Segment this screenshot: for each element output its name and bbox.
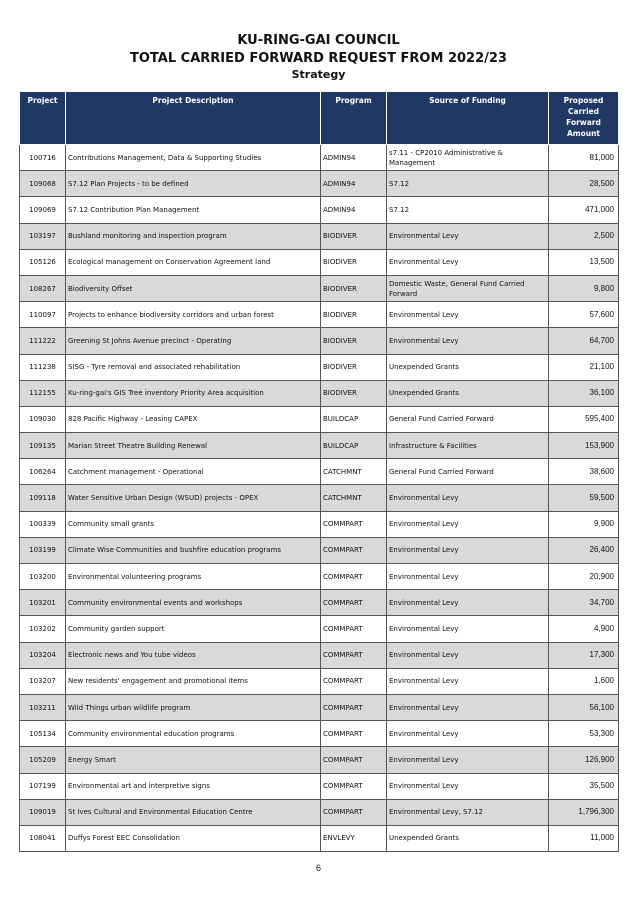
project-description-cell: Ecological management on Conservation Agreement land (66, 249, 321, 275)
project-description-cell: Ku-ring-gai's GIS Tree inventory Priority Area acquisition (66, 380, 321, 406)
funding-source-cell: s7.11 - CP2010 Administrative & Management (387, 145, 549, 171)
project-description-cell: Energy Smart (66, 747, 321, 773)
program-cell: COMMPART (321, 564, 387, 590)
funding-source-cell: Environmental Levy (387, 302, 549, 328)
table-row (20, 642, 619, 668)
project-code-cell: 105126 (20, 249, 66, 275)
program-cell: BIODIVER (321, 380, 387, 406)
project-code-cell: 103202 (20, 616, 66, 642)
amount-cell: 21,100 (549, 354, 619, 380)
project-description-cell: Contributions Management, Data & Supporting Studies (66, 145, 321, 171)
amount-cell: 38,600 (549, 459, 619, 485)
project-description-cell: St Ives Cultural and Environmental Education Centre (66, 799, 321, 825)
program-cell: CATCHMNT (321, 459, 387, 485)
funding-source-cell: Environmental Levy (387, 564, 549, 590)
funding-source-cell: Unexpended Grants (387, 380, 549, 406)
carried-forward-table (19, 91, 619, 852)
table-row (20, 694, 619, 720)
column-header-amount: Proposed Carried Forward Amount (549, 92, 619, 145)
project-code-cell: 109030 (20, 406, 66, 432)
program-cell: ENVLEVY (321, 825, 387, 851)
table-row (20, 197, 619, 223)
column-header-program: Program (321, 92, 387, 145)
project-description-cell: Community environmental events and workshops (66, 590, 321, 616)
program-cell: BIODIVER (321, 223, 387, 249)
program-cell: COMMPART (321, 511, 387, 537)
project-code-cell: 103204 (20, 642, 66, 668)
funding-source-cell: Environmental Levy (387, 328, 549, 354)
amount-cell: 153,900 (549, 433, 619, 459)
amount-cell: 20,900 (549, 564, 619, 590)
project-description-cell: Water Sensitive Urban Design (WSUD) projects - OPEX (66, 485, 321, 511)
amount-cell: 53,300 (549, 721, 619, 747)
project-code-cell: 106264 (20, 459, 66, 485)
funding-source-cell: Environmental Levy (387, 537, 549, 563)
page-number: 6 (315, 863, 321, 873)
amount-cell: 9,800 (549, 275, 619, 301)
project-description-cell: Community environmental education programs (66, 721, 321, 747)
project-description-cell: Community small grants (66, 511, 321, 537)
project-description-cell: S7.12 Plan Projects - to be defined (66, 171, 321, 197)
funding-source-cell: Environmental Levy (387, 223, 549, 249)
project-description-cell: Climate Wise Communities and bushfire education programs (66, 537, 321, 563)
funding-source-cell: Environmental Levy (387, 642, 549, 668)
program-cell: BIODIVER (321, 328, 387, 354)
amount-cell: 28,500 (549, 171, 619, 197)
column-header-funding: Source of Funding (387, 92, 549, 145)
funding-source-cell: Unexpended Grants (387, 354, 549, 380)
project-description-cell: S7.12 Contribution Plan Management (66, 197, 321, 223)
project-description-cell: Biodiversity Offset (66, 275, 321, 301)
program-cell: COMMPART (321, 668, 387, 694)
table-row (20, 773, 619, 799)
amount-cell: 2,500 (549, 223, 619, 249)
project-code-cell: 100716 (20, 145, 66, 171)
project-code-cell: 111238 (20, 354, 66, 380)
table-header-row (20, 92, 619, 145)
program-cell: BUILDCAP (321, 406, 387, 432)
funding-source-cell: Environmental Levy (387, 668, 549, 694)
table-row (20, 302, 619, 328)
funding-source-cell: S7.12 (387, 197, 549, 223)
program-cell: BIODIVER (321, 302, 387, 328)
table-row (20, 590, 619, 616)
table-row (20, 485, 619, 511)
program-cell: BUILDCAP (321, 433, 387, 459)
table-row (20, 564, 619, 590)
report-section: Strategy (291, 68, 346, 81)
table-row (20, 459, 619, 485)
table-row (20, 275, 619, 301)
table-row (20, 433, 619, 459)
project-code-cell: 109068 (20, 171, 66, 197)
table-row (20, 171, 619, 197)
funding-source-cell: Domestic Waste, General Fund Carried Forward (387, 275, 549, 301)
project-description-cell: 828 Pacific Highway - Leasing CAPEX (66, 406, 321, 432)
funding-source-cell: Environmental Levy, S7.12 (387, 799, 549, 825)
table-row (20, 537, 619, 563)
funding-source-cell: General Fund Carried Forward (387, 459, 549, 485)
program-cell: COMMPART (321, 537, 387, 563)
funding-source-cell: Environmental Levy (387, 747, 549, 773)
program-cell: CATCHMNT (321, 485, 387, 511)
funding-source-cell: General Fund Carried Forward (387, 406, 549, 432)
amount-cell: 59,500 (549, 485, 619, 511)
project-code-cell: 103211 (20, 694, 66, 720)
table-row (20, 249, 619, 275)
table-row (20, 825, 619, 851)
program-cell: COMMPART (321, 747, 387, 773)
table-row (20, 799, 619, 825)
amount-cell: 81,000 (549, 145, 619, 171)
project-code-cell: 103207 (20, 668, 66, 694)
table-row (20, 354, 619, 380)
funding-source-cell: Unexpended Grants (387, 825, 549, 851)
project-code-cell: 103197 (20, 223, 66, 249)
amount-cell: 471,000 (549, 197, 619, 223)
table-row (20, 406, 619, 432)
funding-source-cell: Environmental Levy (387, 694, 549, 720)
amount-cell: 26,400 (549, 537, 619, 563)
project-description-cell: Electronic news and You tube videos (66, 642, 321, 668)
program-cell: BIODIVER (321, 354, 387, 380)
funding-source-cell: S7.12 (387, 171, 549, 197)
funding-source-cell: Environmental Levy (387, 511, 549, 537)
project-code-cell: 100339 (20, 511, 66, 537)
project-code-cell: 110097 (20, 302, 66, 328)
funding-source-cell: Environmental Levy (387, 249, 549, 275)
amount-cell: 126,900 (549, 747, 619, 773)
project-code-cell: 103201 (20, 590, 66, 616)
amount-cell: 57,600 (549, 302, 619, 328)
funding-source-cell: Infrastructure & Facilities (387, 433, 549, 459)
table-row (20, 747, 619, 773)
project-code-cell: 108267 (20, 275, 66, 301)
project-description-cell: SISG - Tyre removal and associated rehabilitation (66, 354, 321, 380)
project-description-cell: Catchment management - Operational (66, 459, 321, 485)
program-cell: ADMIN94 (321, 197, 387, 223)
project-description-cell: Marian Street Theatre Building Renewal (66, 433, 321, 459)
table-row (20, 223, 619, 249)
project-description-cell: Community garden support (66, 616, 321, 642)
program-cell: COMMPART (321, 721, 387, 747)
funding-source-cell: Environmental Levy (387, 721, 549, 747)
program-cell: BIODIVER (321, 275, 387, 301)
project-description-cell: Duffys Forest EEC Consolidation (66, 825, 321, 851)
program-cell: COMMPART (321, 642, 387, 668)
project-code-cell: 105209 (20, 747, 66, 773)
project-code-cell: 109135 (20, 433, 66, 459)
project-description-cell: Environmental volunteering programs (66, 564, 321, 590)
project-code-cell: 111222 (20, 328, 66, 354)
program-cell: COMMPART (321, 694, 387, 720)
program-cell: BIODIVER (321, 249, 387, 275)
project-description-cell: Bushland monitoring and inspection program (66, 223, 321, 249)
amount-cell: 11,000 (549, 825, 619, 851)
project-description-cell: New residents' engagement and promotional items (66, 668, 321, 694)
amount-cell: 4,900 (549, 616, 619, 642)
amount-cell: 13,500 (549, 249, 619, 275)
report-subtitle: TOTAL CARRIED FORWARD REQUEST FROM 2022/23 (130, 51, 507, 66)
table-row (20, 616, 619, 642)
project-code-cell: 107199 (20, 773, 66, 799)
amount-cell: 34,700 (549, 590, 619, 616)
report-title: KU-RING-GAI COUNCIL (237, 33, 400, 48)
table-row (20, 511, 619, 537)
project-code-cell: 105134 (20, 721, 66, 747)
column-header-description: Project Description (66, 92, 321, 145)
project-description-cell: Projects to enhance biodiversity corridors and urban forest (66, 302, 321, 328)
amount-cell: 17,300 (549, 642, 619, 668)
amount-cell: 9,900 (549, 511, 619, 537)
amount-cell: 36,100 (549, 380, 619, 406)
program-cell: COMMPART (321, 590, 387, 616)
amount-cell: 35,500 (549, 773, 619, 799)
funding-source-cell: Environmental Levy (387, 590, 549, 616)
table-row (20, 668, 619, 694)
program-cell: ADMIN94 (321, 171, 387, 197)
program-cell: COMMPART (321, 773, 387, 799)
project-code-cell: 109069 (20, 197, 66, 223)
table-row (20, 380, 619, 406)
project-code-cell: 112155 (20, 380, 66, 406)
project-description-cell: Greening St Johns Avenue precinct - Operating (66, 328, 321, 354)
amount-cell: 64,700 (549, 328, 619, 354)
program-cell: COMMPART (321, 799, 387, 825)
table-row (20, 145, 619, 171)
funding-source-cell: Environmental Levy (387, 773, 549, 799)
project-code-cell: 109118 (20, 485, 66, 511)
amount-cell: 1,600 (549, 668, 619, 694)
amount-cell: 595,400 (549, 406, 619, 432)
amount-cell: 56,100 (549, 694, 619, 720)
amount-cell: 1,796,300 (549, 799, 619, 825)
project-code-cell: 108041 (20, 825, 66, 851)
program-cell: ADMIN94 (321, 145, 387, 171)
program-cell: COMMPART (321, 616, 387, 642)
project-description-cell: Environmental art and interpretive signs (66, 773, 321, 799)
project-description-cell: Wild Things urban wildlife program (66, 694, 321, 720)
table-row (20, 328, 619, 354)
table-row (20, 721, 619, 747)
funding-source-cell: Environmental Levy (387, 616, 549, 642)
funding-source-cell: Environmental Levy (387, 485, 549, 511)
project-code-cell: 109019 (20, 799, 66, 825)
project-code-cell: 103200 (20, 564, 66, 590)
project-code-cell: 103199 (20, 537, 66, 563)
column-header-project: Project (20, 92, 66, 145)
